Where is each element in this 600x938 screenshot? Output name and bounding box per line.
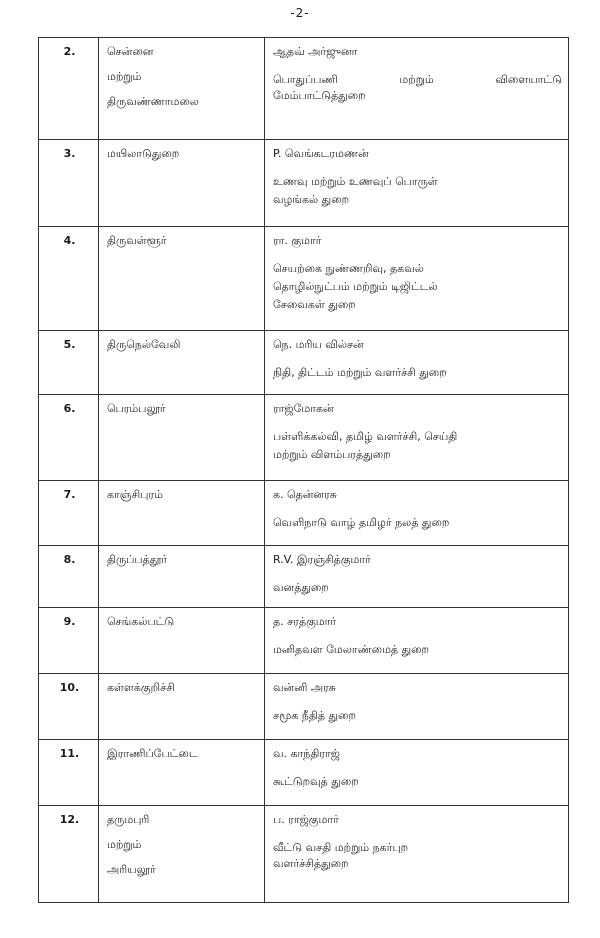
district-cell: [99, 38, 265, 140]
minister-cell: [265, 740, 569, 806]
row-number: 7.: [39, 481, 99, 546]
department-name: பள்ளிக்கல்வி, தமிழ் வளர்ச்சி, செய்தி: [273, 430, 458, 443]
row-number: 9.: [39, 608, 99, 674]
district-minister-table: [38, 37, 569, 903]
district-name: திருவள்ளூர்: [107, 234, 167, 247]
district-name: இராணிப்பேட்டை: [107, 747, 198, 760]
minister-name: க. தென்னரசு: [273, 488, 337, 501]
minister-name: த. சரத்குமார்: [273, 615, 337, 628]
table-row: [39, 331, 569, 395]
minister-cell: [265, 38, 569, 140]
table-row: [39, 546, 569, 608]
row-number: 4.: [39, 227, 99, 331]
district-name: மற்றும்: [107, 838, 142, 851]
minister-cell: [265, 140, 569, 227]
district-cell: [99, 546, 265, 608]
row-number: 5.: [39, 331, 99, 395]
minister-name: ராஜ்மோகன்: [273, 402, 334, 415]
row-number: 2.: [39, 38, 99, 140]
minister-name: P. வெங்கடரமணன்: [273, 147, 369, 160]
minister-name: ஆதவ் அர்ஜுனா: [273, 45, 358, 58]
table-row: [39, 227, 569, 331]
row-number: 12.: [39, 806, 99, 903]
minister-cell: [265, 395, 569, 481]
district-cell: [99, 608, 265, 674]
minister-cell: [265, 331, 569, 395]
minister-name: நெ. மரிய வில்சன்: [273, 338, 364, 351]
row-number: 8.: [39, 546, 99, 608]
district-cell: [99, 806, 265, 903]
department-name: மனிதவள மேலாண்மைத் துறை: [273, 643, 430, 656]
district-cell: [99, 481, 265, 546]
minister-name: வன்னி அரசு: [273, 681, 336, 694]
department-name: வெளிநாடு வாழ் தமிழர் நலத் துறை: [273, 516, 450, 529]
department-name: வழங்கல் துறை: [273, 193, 350, 206]
department-name: உணவு மற்றும் உணவுப் பொருள்: [273, 175, 438, 188]
department-name: சேவைகள் துறை: [273, 298, 356, 311]
table-row: [39, 395, 569, 481]
department-name: மேம்பாட்டுத்துறை: [273, 89, 366, 102]
district-cell: [99, 740, 265, 806]
table-row: [39, 806, 569, 903]
table-row: [39, 740, 569, 806]
department-name: தொழில்நுட்பம் மற்றும் டிஜிட்டல்: [273, 280, 438, 293]
department-name: சமூக நீதித் துறை: [273, 709, 356, 722]
minister-cell: [265, 674, 569, 740]
district-name: தருமபுரி: [107, 813, 150, 826]
row-number: 11.: [39, 740, 99, 806]
district-cell: [99, 674, 265, 740]
district-name: காஞ்சிபுரம்: [107, 488, 163, 501]
district-name: மற்றும்: [107, 70, 142, 83]
minister-name: ப. ராஜ்குமார்: [273, 813, 339, 826]
table-row: [39, 481, 569, 546]
minister-cell: [265, 227, 569, 331]
district-name: செங்கல்பட்டு: [107, 615, 175, 628]
minister-cell: [265, 546, 569, 608]
district-name: திருப்பத்தூர்: [107, 553, 168, 566]
department-name: பொதுப்பணி மற்றும் விளையாட்டு: [273, 73, 562, 86]
page-number: -2-: [290, 6, 310, 20]
district-name: அரியலூர்: [107, 863, 156, 876]
minister-cell: [265, 608, 569, 674]
minister-cell: [265, 481, 569, 546]
department-name: வனத்துறை: [273, 581, 329, 594]
department-name: வீட்டு வசதி மற்றும் நகர்புற: [273, 841, 409, 854]
table-row: [39, 608, 569, 674]
row-number: 3.: [39, 140, 99, 227]
minister-name: ரா. குமார்: [273, 234, 322, 247]
district-cell: [99, 331, 265, 395]
district-cell: [99, 227, 265, 331]
row-number: 10.: [39, 674, 99, 740]
minister-name: R.V. இரஞ்சித்குமார்: [273, 553, 371, 566]
department-name: மற்றும் விளம்பரத்துறை: [273, 448, 391, 461]
minister-name: வ. காந்திராஜ்: [273, 747, 340, 760]
district-cell: [99, 395, 265, 481]
district-cell: [99, 140, 265, 227]
table-row: [39, 38, 569, 140]
district-name: பெரம்பலூர்: [107, 402, 166, 415]
table-row: [39, 674, 569, 740]
district-name: மயிலாடுதுறை: [107, 147, 180, 160]
district-name: திருநெல்வேலி: [107, 338, 181, 351]
district-name: கள்ளக்குறிச்சி: [107, 681, 175, 694]
table-row: [39, 140, 569, 227]
department-name: கூட்டுறவுத் துறை: [273, 775, 359, 788]
district-name: திருவண்ணாமலை: [107, 95, 199, 108]
department-name: நிதி, திட்டம் மற்றும் வளர்ச்சி துறை: [273, 366, 447, 379]
row-number: 6.: [39, 395, 99, 481]
department-name: வளர்ச்சித்துறை: [273, 857, 349, 870]
district-name: சென்னை: [107, 45, 154, 58]
department-name: செயற்கை நுண்ணறிவு, தகவல்: [273, 262, 424, 275]
minister-cell: [265, 806, 569, 903]
